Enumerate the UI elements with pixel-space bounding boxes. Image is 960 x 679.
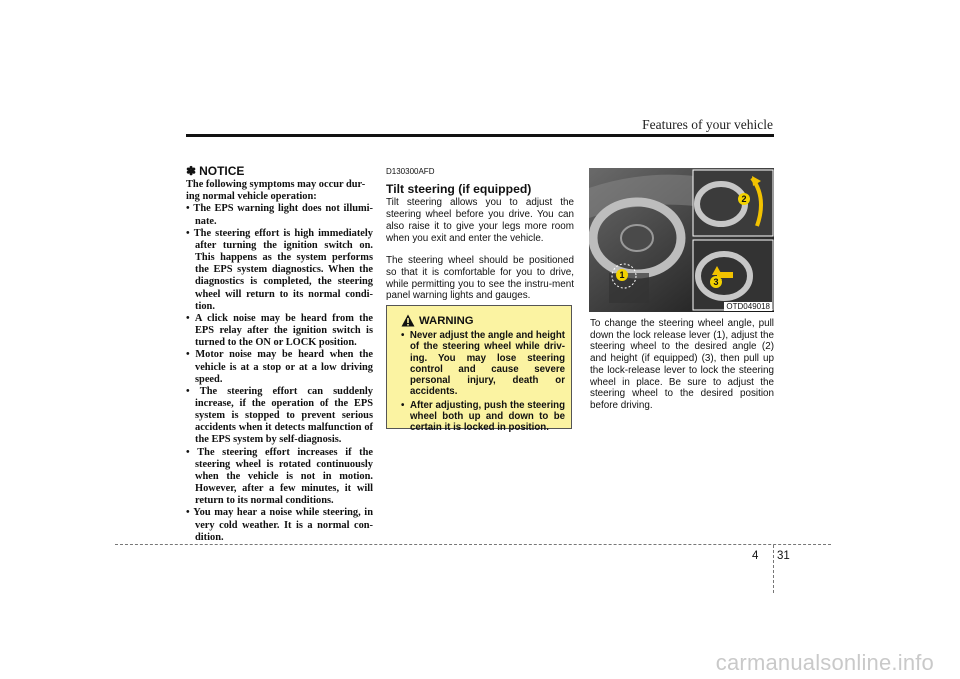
- header-rule: [186, 134, 774, 137]
- warning-item: • Never adjust the angle and height of the steering wheel while driv-ing. You may lose steering control and cause severe personal injury, death or accidents.: [395, 330, 565, 398]
- notice-list: [186, 203, 373, 543]
- warning-item: • After adjusting, push the steering wheel both up and down to be certain it is locked in position.: [395, 400, 565, 434]
- notice-item: • The steering effort increases if the steering wheel is rotated continuously when the vehicle is not in motion. However, after a few minutes, it will return to its normal conditions.: [186, 447, 373, 508]
- figure-code: OTD049018: [726, 302, 770, 311]
- notice-heading: [186, 165, 373, 177]
- adjust-paragraph: To change the steering wheel angle, pull down the lock release lever (1), adjust the steering wheel to the desired angle (2) and height (if equipped) (3), then pull up the lock-release lever to lock the steering wheel in place. Be sure to adjust the steering wheel to the desired position before driving.: [590, 318, 774, 411]
- notice-title: NOTICE: [199, 164, 245, 178]
- warning-box: [386, 305, 572, 434]
- warning-heading: [401, 314, 565, 327]
- notice-item: • Motor noise may be heard when the vehicle is at a stop or at a low driving speed.: [186, 349, 373, 385]
- footer-divider: [115, 544, 831, 545]
- page-number: 31: [777, 550, 790, 562]
- notice-item: • The steering effort is high immediately after turning the ignition switch on. This happens as the system performs the EPS system diagnostics. When the diagnostics is completed, the steering wheel will return to its normal condi-tion.: [186, 228, 373, 313]
- footer-vertical-divider: [773, 545, 774, 593]
- tilt-paragraph: Tilt steering allows you to adjust the steering wheel before you drive. You can also raise it to give your legs more room when you exit and enter the vehicle.: [386, 197, 574, 244]
- callout-2: 2: [738, 193, 750, 205]
- notice-item: • The steering effort can suddenly increase, if the operation of the EPS system is stopped to prevent serious accidents when it detects malfunction of the EPS system by self-diagnosis.: [186, 386, 373, 447]
- steering-figure: [589, 168, 774, 312]
- notice-item: • A click noise may be heard from the EPS relay after the ignition switch is turned to the ON or LOCK position.: [186, 313, 373, 349]
- notice-section: [186, 165, 373, 544]
- warning-list: [395, 330, 565, 434]
- page-chapter: 4: [752, 550, 759, 562]
- section-title: Tilt steering (if equipped): [386, 181, 532, 196]
- tilt-section: [386, 166, 574, 313]
- notice-item: • The EPS warning light does not illumi-nate.: [186, 203, 373, 227]
- watermark: carmanualsonline.info: [715, 650, 934, 675]
- section-code: D130300AFD: [386, 167, 435, 176]
- callout-3: 3: [710, 276, 722, 288]
- notice-item: • You may hear a noise while steering, in very cold weather. It is a normal con-dition.: [186, 507, 373, 543]
- notice-intro: The following symptoms may occur dur-ing normal vehicle operation:: [186, 179, 366, 203]
- warning-triangle-icon: [401, 314, 415, 327]
- header-title: Features of your vehicle: [642, 117, 773, 132]
- warning-title: WARNING: [419, 314, 474, 327]
- tilt-paragraph: The steering wheel should be positioned so that it is comfortable for you to drive, while permitting you to see the instru-ment panel warning lights and gauges.: [386, 255, 574, 302]
- callout-1: 1: [616, 269, 628, 281]
- notice-star-icon: ✽: [186, 164, 197, 178]
- steering-illustration: [589, 168, 774, 312]
